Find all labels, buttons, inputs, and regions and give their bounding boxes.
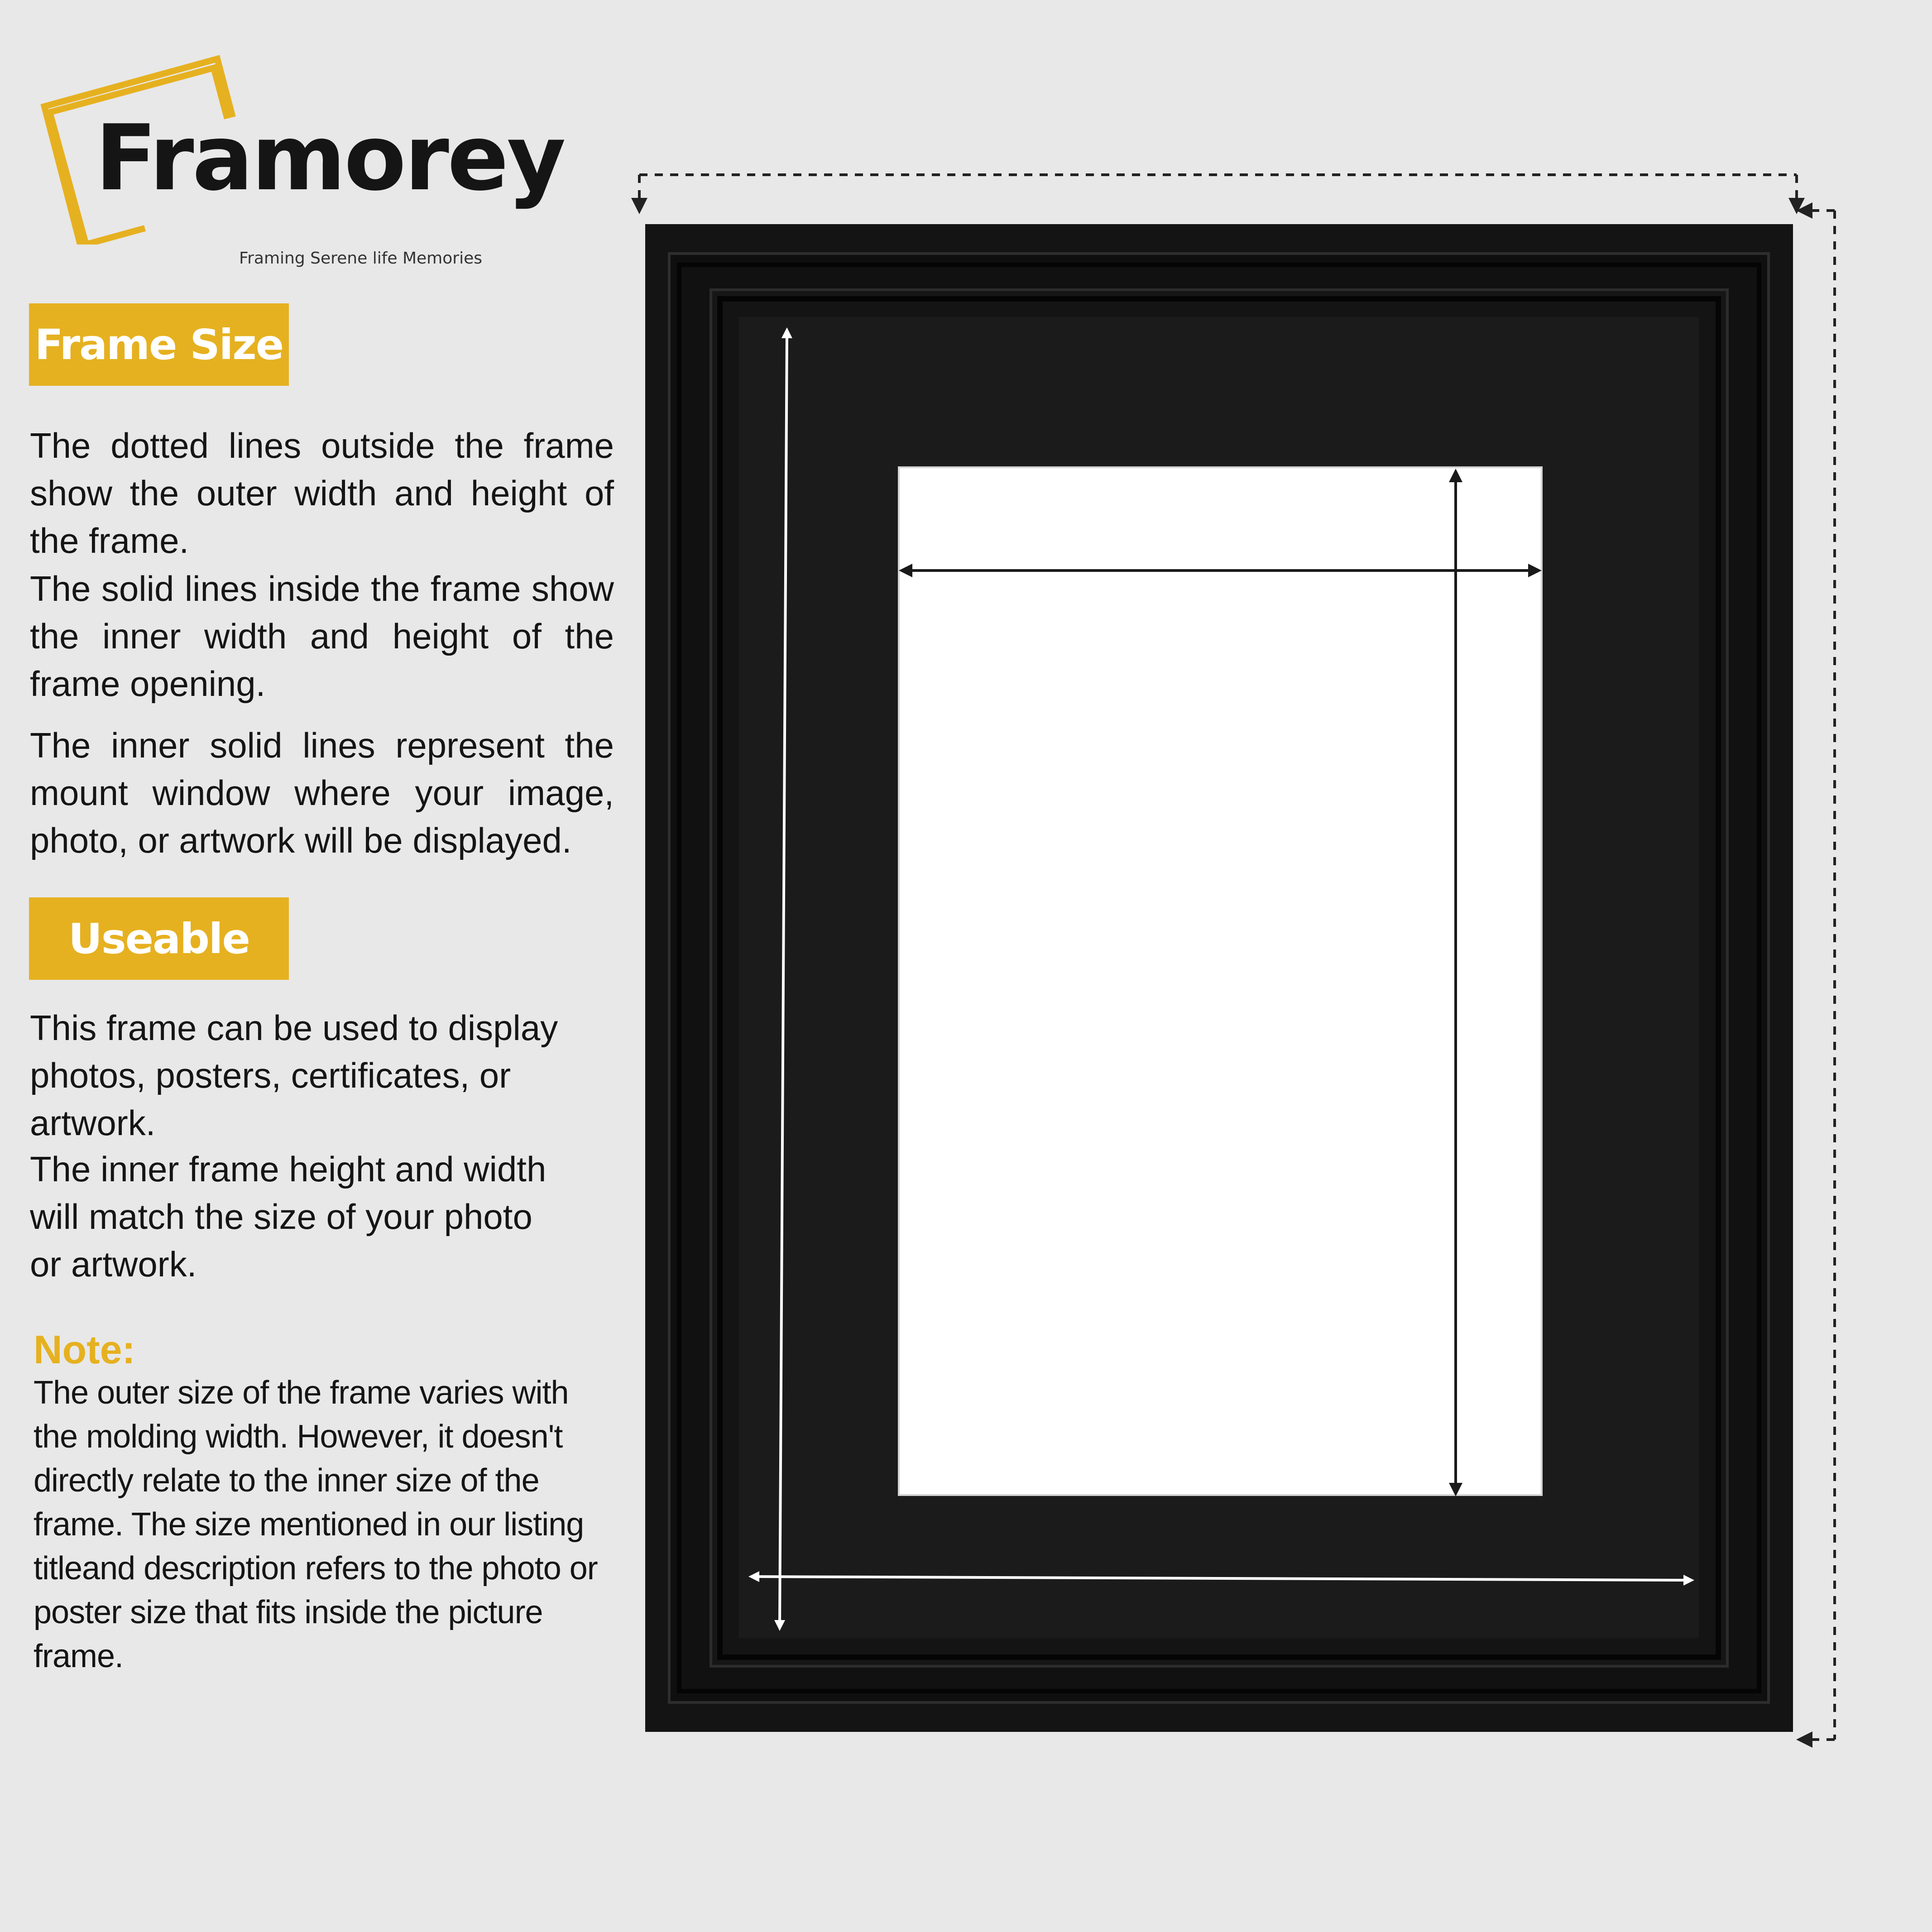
mount-window [899,467,1542,1495]
note-heading: Note: [34,1327,135,1372]
useable-heading: Useable [29,897,289,980]
note-text: The outer size of the frame varies with the molding width. However, it doesn't directly relate to the inner size of the frame. The size mentioned in our listing titleand description refers to the photo or poster size that fits inside the picture frame. [34,1375,598,1674]
brand-tagline: Framing Serene life Memories [239,249,482,268]
frame-size-paragraph-3: The inner solid lines represent the mount window where your image, photo, or artwork will be displayed. [30,725,614,860]
brand-name: Framorey [95,105,564,211]
useable-paragraph-2: The inner frame height and width will match the size of your photo or artwork. [30,1149,547,1284]
frame-size-paragraph-1: The dotted lines outside the frame show the outer width and height of the frame. [30,426,614,561]
frame-size-heading: Frame Size [29,303,289,386]
frame-size-paragraph-2: The solid lines inside the frame show the inner width and height of the frame opening. [30,569,614,704]
useable-paragraph-1: This frame can be used to display photos, posters, certificates, or artwork. [30,1008,558,1143]
